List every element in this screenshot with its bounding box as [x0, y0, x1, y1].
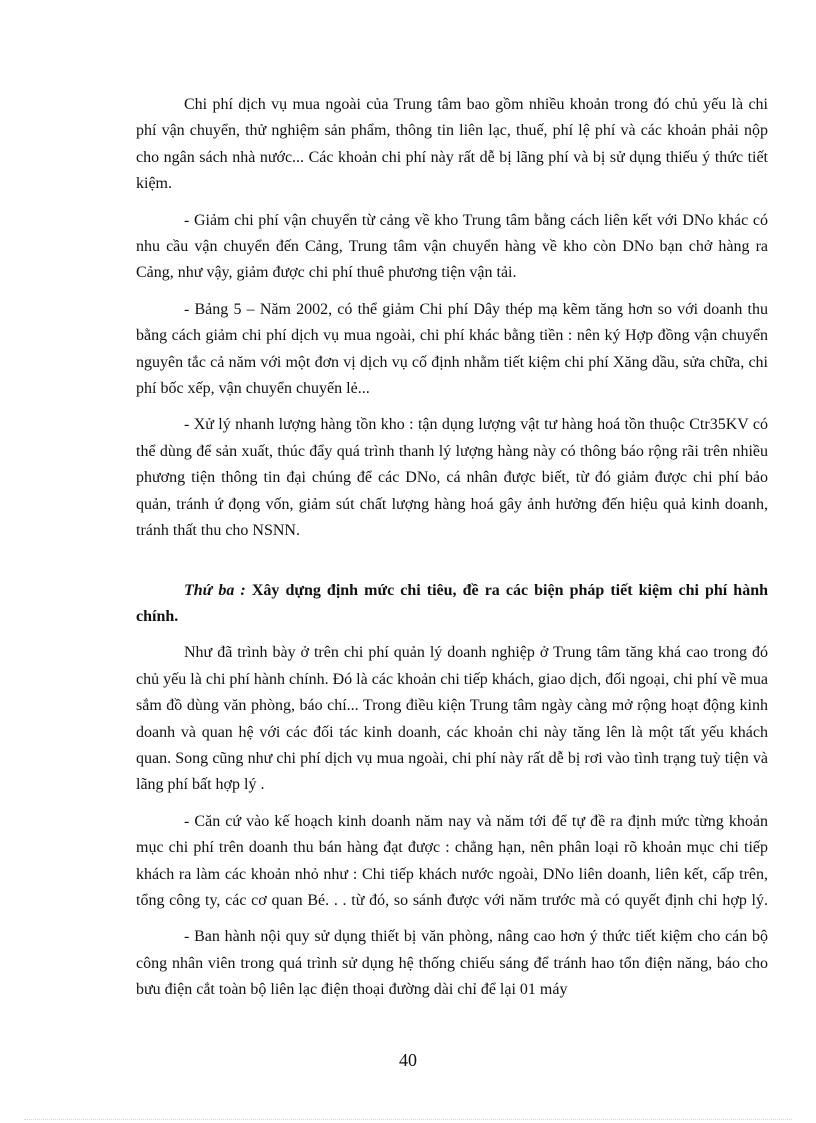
paragraph-table5-2002: - Bảng 5 – Năm 2002, có thể giảm Chi phí Dây thép mạ kẽm tăng hơn so với doanh thu bằng cách giảm chi phí dịch vụ mua ngoài, chi phí khác bằng tiền : nên ký Hợp đồng vận chuyển nguyên tắc cả năm với một đơn vị dịch vụ cố định nhằm tiết kiệm chi phí Xăng dầu, sửa chữa, chi phí bốc xếp, vận chuyển chuyến lẻ...: [136, 300, 768, 398]
paragraph-inventory-handling: - Xử lý nhanh lượng hàng tồn kho : tận dụng lượng vật tư hàng hoá tồn thuộc Ctr35KV có thể dùng để sản xuất, thúc đẩy quá trình thanh lý lượng hàng này có thông báo rộng rãi trên nhiều phương tiện thông tin đại chúng để các DNo, cá nhân được biết, từ đó giảm được chi phí bảo quản, tránh ứ đọng vốn, giảm sút chất lượng hàng hoá gây ảnh hưởng đến hiệu quả kinh doanh, tránh thất thu cho NSNN.: [136, 416, 768, 540]
section-heading-lead: Thứ ba :: [184, 581, 246, 599]
page-bottom-divider: [24, 1119, 792, 1120]
paragraph-spending-norms: - Căn cứ vào kế hoạch kinh doanh năm nay và năm tới để tự đề ra định mức từng khoản mục chi phí trên doanh thu bán hàng đạt được : chẳng hạn, nên phân loại rõ khoản mục chi tiếp khách ra làm các khoản nhỏ như : Chi tiếp khách nước ngoài, DNo liên doanh, liên kết, cấp trên, tổng công ty, các cơ quan Bé. . . từ đó, so sánh được với năm trước mà có quyết định chi hợp lý.: [136, 812, 768, 909]
section-heading: [136, 578, 768, 631]
body-text: [136, 92, 768, 1004]
page-number: 40: [399, 1050, 417, 1070]
paragraph-admin-costs: Như đã trình bày ở trên chi phí quản lý doanh nghiệp ở Trung tâm tăng khá cao trong đó chủ yếu là chi phí hành chính. Đó là các khoản chi tiếp khách, giao dịch, đối ngoại, chi phí về mua sắm đồ dùng văn phòng, báo chí... Trong điều kiện Trung tâm ngày càng mở rộng hoạt động kinh doanh và quan hệ với các đối tác kinh doanh, các khoản chi này tăng lên là một tất yếu khách quan. Song cũng như chi phí dịch vụ mua ngoài, chi phí này rất dễ bị rơi vào tình trạng tuỳ tiện và lãng phí bất hợp lý .: [136, 644, 768, 794]
section-heading-text: Xây dựng định mức chi tiêu, đề ra các biện pháp tiết kiệm chi phí hành chính.: [136, 581, 769, 625]
paragraph-transport-reduction: - Giảm chi phí vận chuyển từ cảng về kho Trung tâm bằng cách liên kết với DNo khác có nhu cầu vận chuyển đến Cảng, Trung tâm vận chuyển hàng về kho còn DNo bạn chở hàng ra Cảng, như vậy, giảm được chi phí thuê phương tiện vận tải.: [136, 211, 768, 282]
paragraph-office-rules: - Ban hành nội quy sử dụng thiết bị văn phòng, nâng cao hơn ý thức tiết kiệm cho cán bộ công nhân viên trong quá trình sử dụng hệ thống chiếu sáng để tránh hao tổn điện năng, báo cho bưu điện cắt toàn bộ liên lạc điện thoại đường dài chỉ để lại 01 máy: [136, 928, 768, 999]
paragraph-services-costs: Chi phí dịch vụ mua ngoài của Trung tâm bao gồm nhiều khoản trong đó chủ yếu là chi phí vận chuyển, thử nghiệm sản phẩm, thông tin liên lạc, thuế, phí lệ phí và các khoản phải nộp cho ngân sách nhà nước... Các khoản chi phí này rất dễ bị lãng phí và bị sử dụng thiếu ý thức tiết kiệm.: [136, 96, 768, 193]
